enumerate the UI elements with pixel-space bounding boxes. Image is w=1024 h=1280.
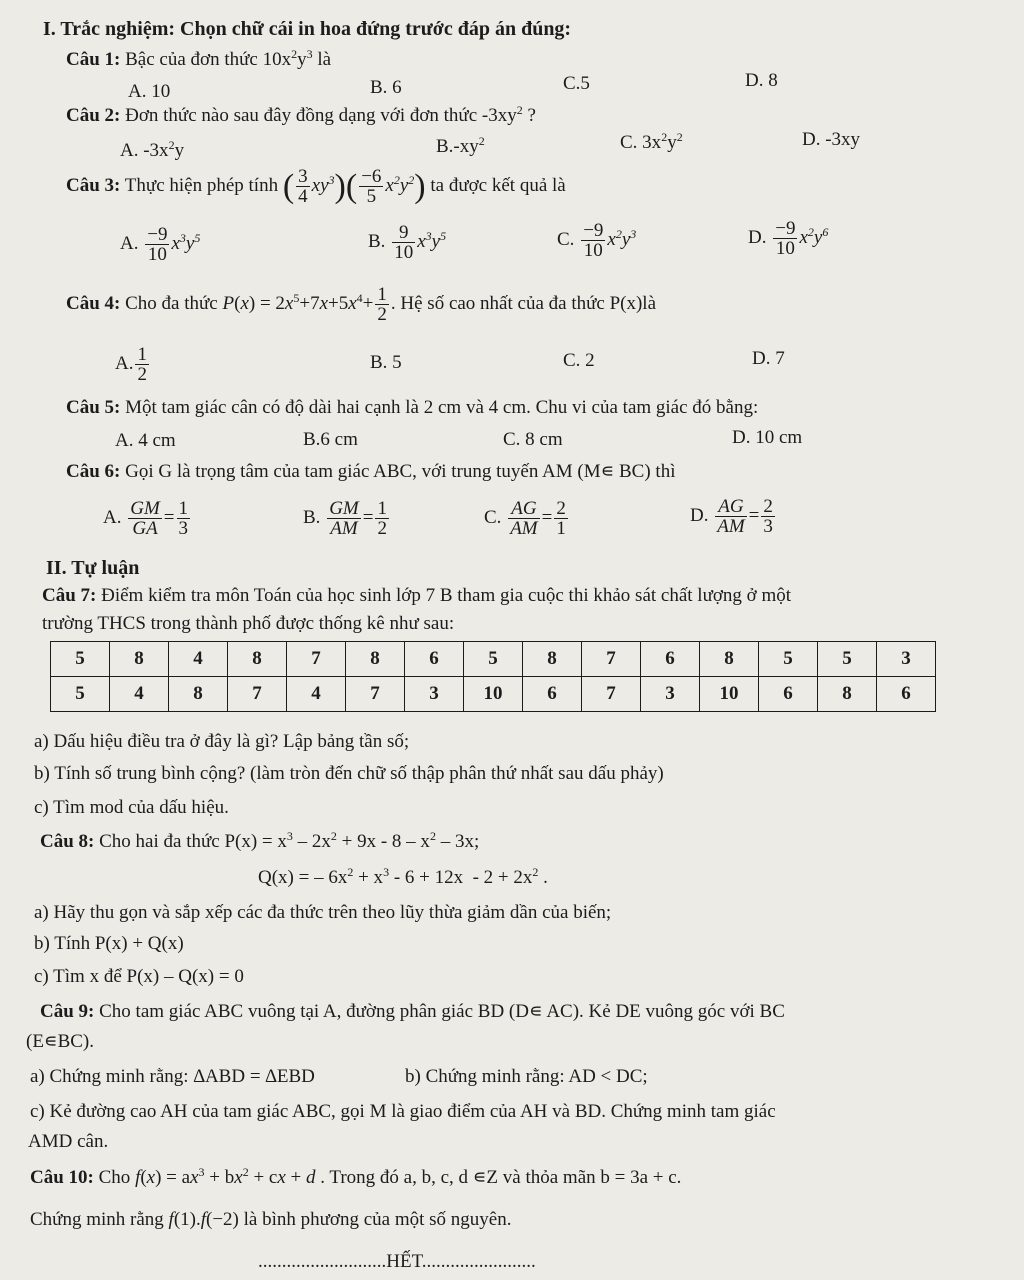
table-cell: 4 xyxy=(169,642,228,677)
q8-part-b: b) Tính P(x) + Q(x) xyxy=(34,933,184,954)
q5-option-d: D. 10 cm xyxy=(732,427,803,448)
table-cell: 8 xyxy=(818,677,877,712)
q3-option-c: C. $\frac{-9}{10}$ $x^2y^3$ xyxy=(557,220,637,262)
table-cell: 8 xyxy=(169,677,228,712)
end-marker: ...........................HẾT........................ xyxy=(258,1251,536,1272)
q3-option-b: B. $\frac{9}{10}$ $x^3y^5$ xyxy=(368,222,447,264)
q5-option-a: A. 4 cm xyxy=(115,430,176,451)
table-cell: 3 xyxy=(877,642,936,677)
q1-stem: Câu 1: Bậc của đơn thức $10x^2y^3$ là xyxy=(66,47,332,70)
table-cell: 5 xyxy=(759,642,818,677)
q1-option-c: C.5 xyxy=(563,73,590,94)
q8-part-c: c) Tìm x để P(x) – Q(x) = 0 xyxy=(34,966,244,987)
q4-option-b: B. 5 xyxy=(370,352,402,373)
table-cell: 10 xyxy=(700,677,759,712)
q8-p: Câu 8: Cho hai đa thức $P(x) = x^3 - 2x^2 + 9x - 8 - x^2 - 3x$; xyxy=(40,829,480,852)
table-cell: 6 xyxy=(641,642,700,677)
table-cell: 6 xyxy=(877,677,936,712)
table-cell: 5 xyxy=(51,642,110,677)
table-cell: 4 xyxy=(110,677,169,712)
table-cell: 6 xyxy=(759,677,818,712)
q6-option-d: D. $\frac{AG}{AM}$ = $\frac{2}{3}$ xyxy=(690,496,773,538)
q5-option-b: B.6 cm xyxy=(303,429,358,450)
q2-option-b: $B.-xy^2$ xyxy=(436,134,485,157)
q6-option-b: B. $\frac{GM}{AM}$ = $\frac{1}{2}$ xyxy=(303,498,387,540)
table-row xyxy=(51,677,936,712)
q9-part-c2: AMD cân. xyxy=(28,1131,109,1152)
q6-stem: Câu 6: Gọi G là trọng tâm của tam giác ABC, với trung tuyến AM (M∊ BC) thì xyxy=(66,461,676,482)
q9-part-c1: c) Kẻ đường cao AH của tam giác ABC, gọi M là giao điểm của AH và BD. Chứng minh tam giác xyxy=(30,1101,776,1122)
part1-title: I. Trắc nghiệm: Chọn chữ cái in hoa đứng trước đáp án đúng: xyxy=(43,18,572,40)
q4-option-a: A. $\frac{1}{2}$ xyxy=(115,344,147,386)
table-cell: 5 xyxy=(464,642,523,677)
score-table xyxy=(50,641,936,712)
q9-line2: (E∊BC). xyxy=(26,1031,94,1052)
q2-stem: Câu 2: Đơn thức nào sau đây đồng dạng với đơn thức $-3xy^2$ ? xyxy=(66,103,536,126)
table-cell: 5 xyxy=(51,677,110,712)
q2-option-a: A. $-3x^2y$ xyxy=(120,138,185,161)
table-cell: 7 xyxy=(346,677,405,712)
q4-stem: Câu 4: Cho đa thức $P(x) = 2x^5+7x+5x^4+$ $\frac{1}{2}$ . Hệ số cao nhất của đa thức P(x)là xyxy=(66,284,657,326)
table-cell: 7 xyxy=(582,677,641,712)
table-cell: 4 xyxy=(287,677,346,712)
q9-part-b: b) Chứng minh rằng: AD < DC; xyxy=(405,1066,648,1087)
q5-option-c: C. 8 cm xyxy=(503,429,563,450)
table-cell: 10 xyxy=(464,677,523,712)
q5-stem: Câu 5: Một tam giác cân có độ dài hai cạnh là 2 cm và 4 cm. Chu vi của tam giác đó bằng: xyxy=(66,397,759,418)
q2-option-d: D. -3xy xyxy=(802,129,861,150)
q7-line1: Câu 7: Điểm kiểm tra môn Toán của học sinh lớp 7 B tham gia cuộc thi khảo sát chất lượng ở một xyxy=(42,585,792,606)
table-cell: 8 xyxy=(110,642,169,677)
table-cell: 6 xyxy=(523,677,582,712)
q9-line1: Câu 9: Cho tam giác ABC vuông tại A, đường phân giác BD (D∊ AC). Kẻ DE vuông góc với BC xyxy=(40,1001,785,1022)
q3-option-d: D. $\frac{-9}{10}$ $x^2y^6$ xyxy=(748,218,829,260)
table-row xyxy=(51,642,936,677)
q7-line2: trường THCS trong thành phố được thống kê như sau: xyxy=(42,613,455,634)
table-cell: 6 xyxy=(405,642,464,677)
table-cell: 8 xyxy=(523,642,582,677)
table-cell: 3 xyxy=(405,677,464,712)
q3-option-a: A. $\frac{-9}{10}$ $x^3y^5$ xyxy=(120,224,201,266)
q6-option-c: C. $\frac{AG}{AM}$ = $\frac{2}{1}$ xyxy=(484,498,566,540)
q3-stem: Câu 3: Thực hiện phép tính ( $\frac{3}{4}$ $xy^3$)( $\frac{-6}{5}$ $x^2y^2$) ta được kết quả là xyxy=(66,166,566,208)
q7-part-a: a) Dấu hiệu điều tra ở đây là gì? Lập bảng tần số; xyxy=(34,731,410,752)
table-cell: 3 xyxy=(641,677,700,712)
q8-q: Q(x) = – $6x^2 + x^3 - 6 + 12x - 2 + 2x^2$ . xyxy=(258,865,548,888)
table-cell: 7 xyxy=(228,677,287,712)
table-cell: 5 xyxy=(818,642,877,677)
q10-line1: Câu 10: Cho $f(x) = ax^3 + bx^2$ + cx + d . Trong đó a, b, c, d ∊Z và thỏa mãn b = 3a + c. xyxy=(30,1165,682,1188)
table-cell: 7 xyxy=(287,642,346,677)
q1-option-d: D. 8 xyxy=(745,70,778,91)
table-cell: 8 xyxy=(228,642,287,677)
q4-option-c: C. 2 xyxy=(563,350,595,371)
q1-option-a: A. 10 xyxy=(128,81,171,102)
table-cell: 8 xyxy=(346,642,405,677)
q9-part-a: a) Chứng minh rằng: ∆ABD = ∆EBD xyxy=(30,1066,315,1087)
table-cell: 8 xyxy=(700,642,759,677)
part2-title: II. Tự luận xyxy=(46,557,140,579)
q1-option-b: B. 6 xyxy=(370,77,402,98)
q7-part-c: c) Tìm mod của dấu hiệu. xyxy=(34,797,229,818)
q8-part-a: a) Hãy thu gọn và sắp xếp các đa thức trên theo lũy thừa giảm dần của biến; xyxy=(34,902,612,923)
q7-part-b: b) Tính số trung bình cộng? (làm tròn đến chữ số thập phân thứ nhất sau dấu phảy) xyxy=(34,763,664,784)
q6-option-a: A. $\frac{GM}{GA}$ = $\frac{1}{3}$ xyxy=(103,498,189,540)
table-cell: 7 xyxy=(582,642,641,677)
q4-option-d: D. 7 xyxy=(752,348,785,369)
q2-option-c: C. $3x^2y^2$ xyxy=(620,130,683,153)
q10-line2: Chứng minh rằng f(1).f(−2) là bình phương của một số nguyên. xyxy=(30,1209,512,1230)
